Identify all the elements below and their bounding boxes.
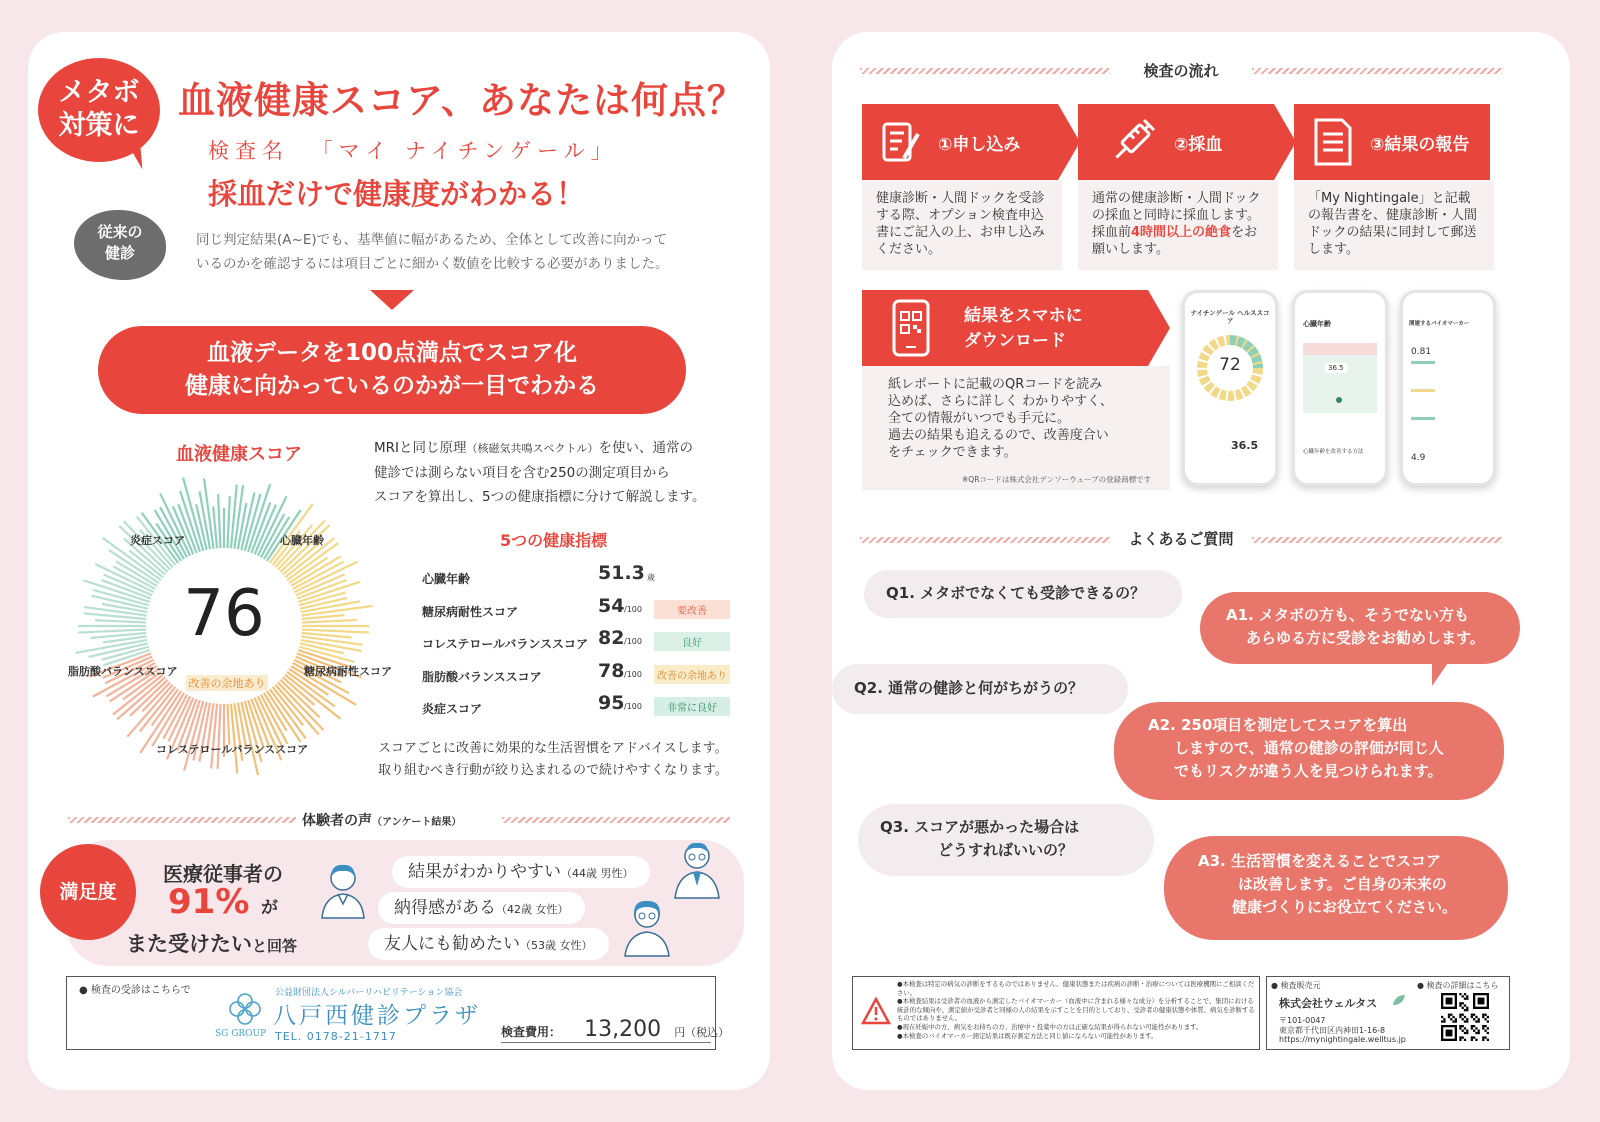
faq-a3-line3: 健康づくりにお役立てください。 (1232, 898, 1458, 916)
qr-module (1466, 1018, 1468, 1020)
indicator-status-badge: 非常に良好 (654, 697, 730, 716)
qr-module (1478, 1020, 1480, 1022)
old-checkup-badge (74, 210, 166, 280)
download-header (862, 290, 1148, 366)
faq-a1 (1200, 592, 1520, 664)
flow-divider-left (860, 68, 1110, 74)
qr-module (1473, 1014, 1475, 1016)
qr-module (1464, 1039, 1466, 1041)
description-1c: を使い、通常の (598, 440, 694, 456)
description-1b: （核磁気共鳴スペクトル） (466, 442, 599, 455)
quote-1-who: （44歳 男性） (561, 867, 634, 880)
qr-module (1478, 1032, 1480, 1034)
fee: 13,200 (584, 1017, 662, 1042)
indicator-status-badge: 要改善 (654, 600, 730, 619)
female-patient-icon (620, 896, 674, 958)
qr-module (1473, 1036, 1475, 1038)
quote-2-text: 納得感がある (394, 898, 496, 918)
qr-module (1487, 1016, 1489, 1018)
banner-line-2: 健康に向かっているのかが一目でわかる (185, 373, 599, 399)
qr-module (1487, 1027, 1489, 1029)
indicator-value: 78 (598, 659, 625, 682)
radial-ray (218, 494, 220, 548)
qr-module (1464, 998, 1466, 1000)
qr-module (1448, 1014, 1450, 1016)
qr-code[interactable] (1441, 993, 1489, 1041)
satisfaction-pct: 91% (168, 882, 250, 922)
download-text-2: 込めば、さらに詳しく わかりやすく、 (888, 394, 1113, 409)
phone-1-title: ナイチンゲール ヘルススコア (1190, 309, 1270, 325)
download-title-2: ダウンロード (964, 331, 1066, 351)
phone-2-value: 36.5 (1325, 363, 1347, 373)
phone-2-title: 心臓年齢 (1303, 320, 1331, 328)
indicator-unit: /100 (624, 637, 642, 646)
seller-box (1266, 976, 1510, 1050)
advice-2: 取り組むべき行動が絞り込まれるので続けやすくなります。 (378, 763, 728, 778)
radial-ray (218, 704, 221, 769)
qr-module (1441, 1016, 1443, 1018)
qr-module (1459, 1036, 1461, 1038)
warning-icon (861, 997, 891, 1025)
qr-module (1464, 1009, 1466, 1011)
description-1a: MRIと同じ原理 (374, 440, 467, 456)
divider-right (502, 817, 730, 823)
headline: 血液健康スコア、あなたは何点？ (178, 79, 746, 122)
indicator-name: 脂肪酸バランススコア (422, 669, 542, 684)
faq-a3-line2: は改善します。ご自身の未来の (1238, 875, 1447, 893)
right-page (832, 32, 1570, 1090)
sg-group-logo-icon (227, 991, 263, 1027)
phone-mockup-1 (1182, 290, 1278, 486)
qr-module (1459, 993, 1461, 995)
advice-1: スコアごとに改善に効果的な生活習慣をアドバイスします。 (378, 741, 728, 756)
download-text-5: をチェックできます。 (888, 445, 1017, 460)
qr-module (1459, 1016, 1461, 1018)
url[interactable]: https://mynightingale.welltus.jp (1279, 1035, 1406, 1044)
qr-module (1462, 1002, 1464, 1004)
disclaimer-3: ●現在妊娠中の方、病気をお持ちの方、治療中・投薬中の方は正確な結果が得られない可能性があります。 (897, 1022, 1203, 1031)
voices-sub: （アンケート結果） (372, 817, 462, 828)
qr-note: ※QRコードは株式会社デンソーウェーブの登録商標です (962, 475, 1152, 484)
subheadline: 採血だけで健康度がわかる！ (208, 177, 586, 211)
satisfaction-circle (40, 844, 136, 940)
phone-3-bar-2 (1411, 389, 1435, 392)
phone-3-title: 関連するバイオマーカー (1409, 321, 1470, 327)
divider-left (68, 817, 296, 823)
satisfaction-label: 満足度 (59, 881, 117, 903)
indicator-unit: 歳 (647, 573, 655, 582)
qr-module (1452, 1020, 1454, 1022)
old-checkup-text-2: いるのかを確認するには項目ごとに細かく数値を比較する必要がありました。 (196, 256, 669, 272)
indicator-unit: /100 (624, 604, 642, 614)
qr-module (1466, 1030, 1468, 1032)
score-title: 血液健康スコア (176, 444, 302, 465)
qr-module (1487, 1039, 1489, 1041)
report-document-icon (1308, 116, 1358, 168)
qr-module (1450, 1014, 1452, 1016)
qr-finder (1478, 998, 1485, 1005)
qr-module (1466, 1009, 1468, 1011)
old-checkup-label-2: 健診 (104, 244, 135, 262)
banner-line-1: 血液データを100点満点でスコア化 (206, 340, 577, 366)
qr-module (1487, 1032, 1489, 1034)
faq-a2-line2: しますので、通常の健診の評価が同じ人 (1174, 739, 1444, 757)
indicator-unit: /100 (624, 669, 642, 679)
indicator-row (422, 692, 734, 725)
indicator-status-badge: 良好 (654, 632, 730, 651)
quote-3-text: 友人にも勧めたい (384, 934, 520, 954)
qr-module (1482, 1025, 1484, 1027)
faq-q1 (864, 570, 1182, 618)
phone-2-chart-band (1303, 343, 1377, 355)
qr-module (1464, 1027, 1466, 1029)
company: 株式会社ウェルタス (1279, 997, 1378, 1010)
left-page (28, 32, 770, 1090)
radial-ray (95, 620, 146, 622)
segment-label-heart-age: 心臓年齢 (280, 534, 324, 547)
flow-divider-right (1252, 68, 1502, 74)
faq-divider-left (860, 537, 1110, 543)
faq-title: よくあるご質問 (1128, 530, 1234, 548)
step-2-header (1078, 104, 1274, 180)
indicator-name: 炎症スコア (422, 702, 483, 716)
step-2-body-highlight: 4時間以上の絶食 (1131, 225, 1232, 240)
step-1-arrow (1058, 104, 1080, 180)
indicators-list (422, 562, 734, 725)
radial-ray (227, 704, 229, 745)
qr-module (1455, 1020, 1457, 1022)
step-1-header (862, 104, 1058, 180)
qr-module (1471, 1027, 1473, 1029)
indicator-value: 51.3 (598, 562, 645, 584)
quote-1-text: 結果がわかりやすい (408, 862, 561, 882)
phone-2-sub: 心臓年齢を改善する方法 (1303, 449, 1364, 455)
flow-title: 検査の流れ (1143, 62, 1219, 80)
qr-module (1466, 1007, 1468, 1009)
radial-ray (302, 615, 345, 619)
qr-module (1473, 1025, 1475, 1027)
female-nurse-icon (316, 860, 370, 920)
qr-module (1462, 1025, 1464, 1027)
satisfaction-line3b: と回答 (252, 937, 298, 955)
download-text-4: 過去の結果も追えるので、改善度合い (888, 428, 1109, 443)
org-small: 公益財団法人シルバーリハビリテーション協会 (275, 988, 463, 998)
score-value: 76 (183, 577, 265, 651)
description-2: 健診では測らない項目を含む250の測定項目から (374, 465, 670, 481)
download-text-3: 全ての情報がいつでも手元に。 (888, 411, 1071, 426)
qr-module (1482, 1016, 1484, 1018)
qr-module (1478, 1018, 1480, 1020)
qr-module (1484, 1036, 1486, 1038)
segment-label-cholesterol: コレステロールバランススコア (156, 743, 309, 756)
radial-ray (213, 506, 217, 548)
faq-a3-line1: A3. 生活習慣を変えることでスコア (1198, 852, 1441, 870)
description-3: スコアを算出し、5つの健康指標に分けて解説します。 (374, 489, 706, 505)
step-2-body-a: 通常の健康診断・人間ドックの採血と同時に採血します。採血前 (1092, 191, 1261, 240)
faq-q3-line1: Q3. スコアが悪かった場合は (880, 818, 1080, 836)
indicator-row (422, 562, 734, 595)
indicators-title: 5つの健康指標 (500, 531, 608, 550)
phone-3-bar-1 (1411, 361, 1435, 364)
step-2-arrow (1274, 104, 1296, 180)
old-checkup-text-1: 同じ判定結果(A~E)でも、基準値に幅があるため、全体として改善に向かって (196, 232, 668, 248)
phone-3-bar-3 (1411, 417, 1435, 420)
test-name-label: 検査名 (208, 139, 289, 163)
badge-line-2: 対策に (58, 110, 140, 141)
segment-label-diabetes: 糖尿病耐性スコア (304, 665, 392, 678)
indicator-row (422, 660, 734, 693)
quote-2 (378, 892, 585, 924)
indicator-value: 82 (598, 627, 625, 649)
qr-module (1475, 1039, 1477, 1041)
qr-module (1450, 1018, 1452, 1020)
faq-a1-line2: あらゆる方に受診をお勧めします。 (1246, 629, 1485, 647)
indicator-value: 54 (598, 594, 625, 617)
clinic-footer (66, 976, 730, 1050)
score-status: 改善の余地あり (186, 675, 268, 691)
download-title-1: 結果をスマホに (964, 306, 1083, 326)
faq-divider-right (1252, 537, 1502, 543)
indicator-name: 糖尿病耐性スコア (422, 604, 519, 619)
indicator-status-badge: 改善の余地あり (654, 665, 730, 684)
satisfaction-line1: 医療従事者の (163, 862, 283, 886)
step-3-body: 「My Nightingale」と記載の報告書を、健康診断・人間ドックの結果に同封して郵送します。 (1294, 180, 1494, 270)
step-2-title: ②採血 (1174, 135, 1223, 155)
qr-module (1459, 1027, 1461, 1029)
indicator-row (422, 595, 734, 628)
indicator-value: 95 (598, 692, 625, 714)
qr-module (1441, 1020, 1443, 1022)
step-1-body: 健康診断・人間ドックを受診する際、オプション検査申込書にご記入の上、お申し込みください。 (862, 180, 1062, 270)
qr-module (1464, 1032, 1466, 1034)
phone-mockup-3 (1400, 290, 1496, 486)
faq-a1-line1: A1. メタボの方も、そうでない方も (1226, 606, 1469, 624)
faq-q2 (832, 664, 1128, 714)
qr-module (1471, 1036, 1473, 1038)
radial-ray (78, 629, 146, 632)
qr-module (1466, 1020, 1468, 1022)
syringe-icon (1106, 116, 1158, 168)
disclaimer-1: ●本検査は特定の病気の診断をするものではありません。健康状態または疾病の診断・治療については医療機関にご相談ください。 (897, 980, 1255, 997)
indicator-name: コレステロールバランススコア (422, 637, 588, 651)
step-3-header (1294, 104, 1490, 180)
qr-module (1464, 1004, 1466, 1006)
qr-module (1466, 1032, 1468, 1034)
indicator-name: 心臓年齢 (422, 572, 471, 586)
score-banner (98, 326, 686, 414)
phone-1-score: 72 (1219, 355, 1241, 375)
qr-finder (1446, 998, 1453, 1005)
radial-ray (168, 696, 190, 741)
old-checkup-label-1: 従来の (97, 223, 143, 241)
step-3-title: ③結果の報告 (1370, 135, 1470, 155)
qr-module (1443, 1018, 1445, 1020)
qr-module (1462, 1018, 1464, 1020)
segment-label-fatty-acid: 脂肪酸バランススコア (68, 665, 178, 678)
qr-module (1459, 1014, 1461, 1016)
qr-module (1471, 1014, 1473, 1016)
disclaimer-box (852, 976, 1260, 1050)
qr-module (1482, 1036, 1484, 1038)
faq-a1-tail (1432, 660, 1450, 686)
qr-module (1473, 1030, 1475, 1032)
quote-3-who: （53歳 女性） (520, 939, 593, 952)
male-doctor-icon (670, 838, 724, 900)
phone-1-sub: 36.5 (1231, 439, 1259, 452)
qr-module (1455, 1018, 1457, 1020)
qr-module (1484, 1014, 1486, 1016)
radial-ray (227, 496, 229, 548)
clinic-label: ● 検査の受診はこちらで (79, 985, 191, 996)
qr-module (1478, 1030, 1480, 1032)
qr-module (1462, 1014, 1464, 1016)
faq-a2-line1: A2. 250項目を測定してスコアを算出 (1148, 716, 1408, 734)
phone-3-value-2: 4.9 (1411, 453, 1426, 463)
qr-module (1443, 1020, 1445, 1022)
qr-module (1459, 1002, 1461, 1004)
qr-module (1473, 1018, 1475, 1020)
faq-a3 (1164, 836, 1508, 940)
quote-2-who: （42歳 女性） (496, 903, 569, 916)
qr-module (1475, 1032, 1477, 1034)
qr-module (1475, 1027, 1477, 1029)
address: 東京都千代田区内神田1-16-8 (1279, 1026, 1386, 1035)
faq-q3-line2: どうすればいいの？ (938, 841, 1074, 859)
download-text-1: 紙レポートに記載のQRコードを読み (888, 377, 1103, 392)
form-pen-icon (876, 118, 926, 168)
qr-module (1462, 1030, 1464, 1032)
qr-module (1462, 1036, 1464, 1038)
voices-title: 体験者の声 (302, 813, 372, 829)
step-2-body (1078, 180, 1278, 270)
indicator-unit: /100 (624, 702, 642, 711)
phone-2-dot (1336, 397, 1342, 403)
qr-module (1462, 995, 1464, 997)
radial-ray (255, 505, 276, 555)
qr-module (1448, 1016, 1450, 1018)
phone-qr-icon (888, 298, 934, 358)
down-arrow-icon (370, 290, 414, 310)
qr-finder (1446, 1030, 1453, 1037)
segment-label-inflammation: 炎症スコア (130, 534, 185, 547)
faq-q2-text: Q2. 通常の健診と何がちがうの？ (854, 679, 1084, 697)
logo-text: SG GROUP (215, 1029, 267, 1039)
badge-line-1: メタボ (58, 77, 140, 108)
qr-module (1464, 1020, 1466, 1022)
quote-3 (368, 928, 609, 960)
faq-a2 (1114, 702, 1504, 800)
qr-module (1452, 1016, 1454, 1018)
qr-module (1484, 1018, 1486, 1020)
postal: 〒101-0047 (1279, 1016, 1326, 1025)
faq-q3 (858, 804, 1154, 876)
qr-module (1464, 1016, 1466, 1018)
qr-module (1482, 1014, 1484, 1016)
satisfaction-ga: が (260, 898, 278, 918)
qr-module (1471, 1025, 1473, 1027)
qr-module (1466, 995, 1468, 997)
qr-module (1462, 1007, 1464, 1009)
qr-module (1459, 1004, 1461, 1006)
company-leaf-icon (1391, 993, 1407, 1007)
qr-module (1482, 1027, 1484, 1029)
tel: TEL. 0178-21-1717 (275, 1030, 397, 1043)
radial-ray (302, 620, 357, 622)
qr-module (1466, 998, 1468, 1000)
qr-module (1487, 1020, 1489, 1022)
faq-q1-text: Q1. メタボでなくても受診できるの？ (886, 584, 1146, 602)
qr-module (1459, 1025, 1461, 1027)
qr-module (1471, 1016, 1473, 1018)
qr-module (1464, 993, 1466, 995)
qr-module (1471, 1039, 1473, 1041)
phone-3-value-1: 0.81 (1411, 347, 1432, 357)
disclaimer-2: ●本検査結果は受診者の血液から測定したバイオマーカー（血液中に含まれる様々な成分）を分析することで、集団における統計的な傾向や、測定値が受診者と同様の人の結果を示すことを目的としており、受診者の健康状態や体質、病気を診断するものではありません。 (897, 997, 1255, 1023)
indicator-row (422, 627, 734, 660)
qr-module (1482, 1039, 1484, 1041)
download-arrow (1148, 290, 1170, 366)
step-1-title: ①申し込み (938, 135, 1021, 155)
satisfaction-line3: また受けたい (126, 932, 252, 956)
test-name: 「マイ ナイチンゲール」 (311, 139, 618, 163)
seller-label: ● 検査販売元 (1271, 981, 1321, 990)
details-label: ● 検査の詳細はこちら (1417, 981, 1499, 990)
fee-unit: 円（税込） (674, 1026, 730, 1039)
quote-1 (392, 856, 650, 888)
qr-module (1459, 1039, 1461, 1041)
qr-module (1484, 1025, 1486, 1027)
fee-label: 検査費用： (501, 1025, 562, 1039)
radial-ray (302, 629, 369, 632)
org-name: 八戸西健診プラザ (273, 1003, 481, 1029)
phone-mockup-2 (1292, 290, 1388, 486)
step-2-body-b: をお願いします。 (1092, 225, 1258, 257)
metabo-badge (38, 58, 160, 162)
qr-module (1475, 1016, 1477, 1018)
disclaimer-4: ●本検査のバイオマーカー測定結果は既存測定方法と同じ値にならない可能性があります。 (897, 1031, 1158, 1040)
qr-module (1475, 1020, 1477, 1022)
faq-a2-line3: でもリスクが違う人を見つけられます。 (1174, 762, 1443, 780)
qr-module (1484, 1030, 1486, 1032)
